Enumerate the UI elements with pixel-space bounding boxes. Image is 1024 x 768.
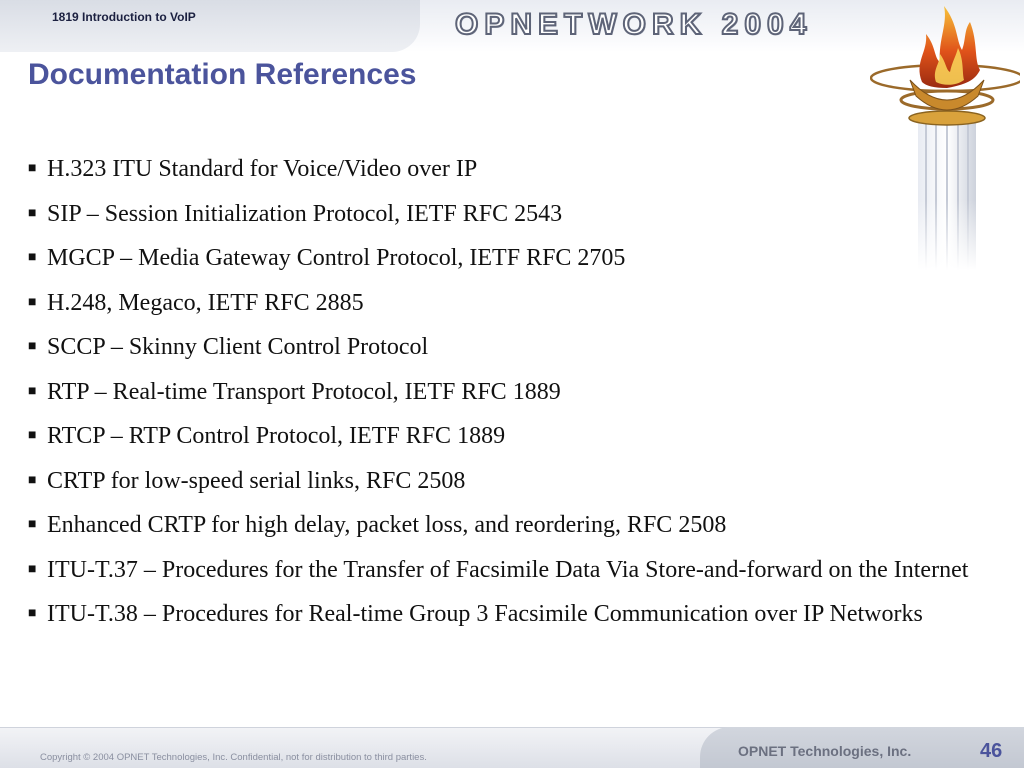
list-item-text: ITU-T.38 – Procedures for Real-time Group 3 Facsimile Communication over IP Networks [47,601,923,627]
bullet-square-icon: ■ [28,205,37,221]
list-item [28,553,988,587]
slide-title: Documentation References [28,58,417,91]
list-item-text: ITU-T.37 – Procedures for the Transfer of Facsimile Data Via Store-and-forward on the Internet [47,556,969,583]
list-item [28,508,988,542]
list-item [28,197,988,231]
bullet-square-icon: ■ [28,517,37,532]
list-item-text: MGCP – Media Gateway Control Protocol, IETF RFC 2705 [47,245,626,271]
page-number: 46 [980,740,1003,762]
list-item [28,375,988,409]
list-item-text: SIP – Session Initialization Protocol, IETF RFC 2543 [47,200,563,227]
course-tag: 1819 Introduction to VoIP [52,10,196,24]
list-item [28,419,988,453]
list-item-text: RTP – Real-time Transport Protocol, IETF RFC 1889 [47,378,561,405]
copyright-notice: Copyright © 2004 OPNET Technologies, Inc. Confidential, not for distribution to third parties. [40,752,427,763]
bullet-square-icon: ■ [28,294,37,310]
list-item [28,152,988,186]
bullet-square-icon: ■ [28,561,37,577]
reference-list [28,152,988,642]
list-item [28,597,988,631]
opnetwork-logo: OPNETWORK 2004 [455,8,813,41]
list-item-text: Enhanced CRTP for high delay, packet loss, and reordering, RFC 2508 [47,512,727,538]
list-item [28,286,988,320]
bullet-square-icon: ■ [28,161,37,176]
bullet-square-icon: ■ [28,428,37,443]
list-item-text: H.248, Megaco, IETF RFC 2885 [47,289,364,316]
bullet-square-icon: ■ [28,472,37,488]
list-item [28,241,988,275]
list-item-text: RTCP – RTP Control Protocol, IETF RFC 1889 [47,423,506,449]
company-name: OPNET Technologies, Inc. [738,743,912,759]
bullet-square-icon: ■ [28,383,37,399]
bullet-square-icon: ■ [28,606,37,621]
list-item-text: SCCP – Skinny Client Control Protocol [47,334,429,360]
list-item-text: CRTP for low-speed serial links, RFC 2508 [47,467,466,494]
list-item [28,330,988,364]
bullet-square-icon: ■ [28,250,37,265]
list-item-text: H.323 ITU Standard for Voice/Video over IP [47,156,478,182]
bullet-square-icon: ■ [28,339,37,354]
list-item [28,464,988,498]
course-tag-box [0,0,420,52]
